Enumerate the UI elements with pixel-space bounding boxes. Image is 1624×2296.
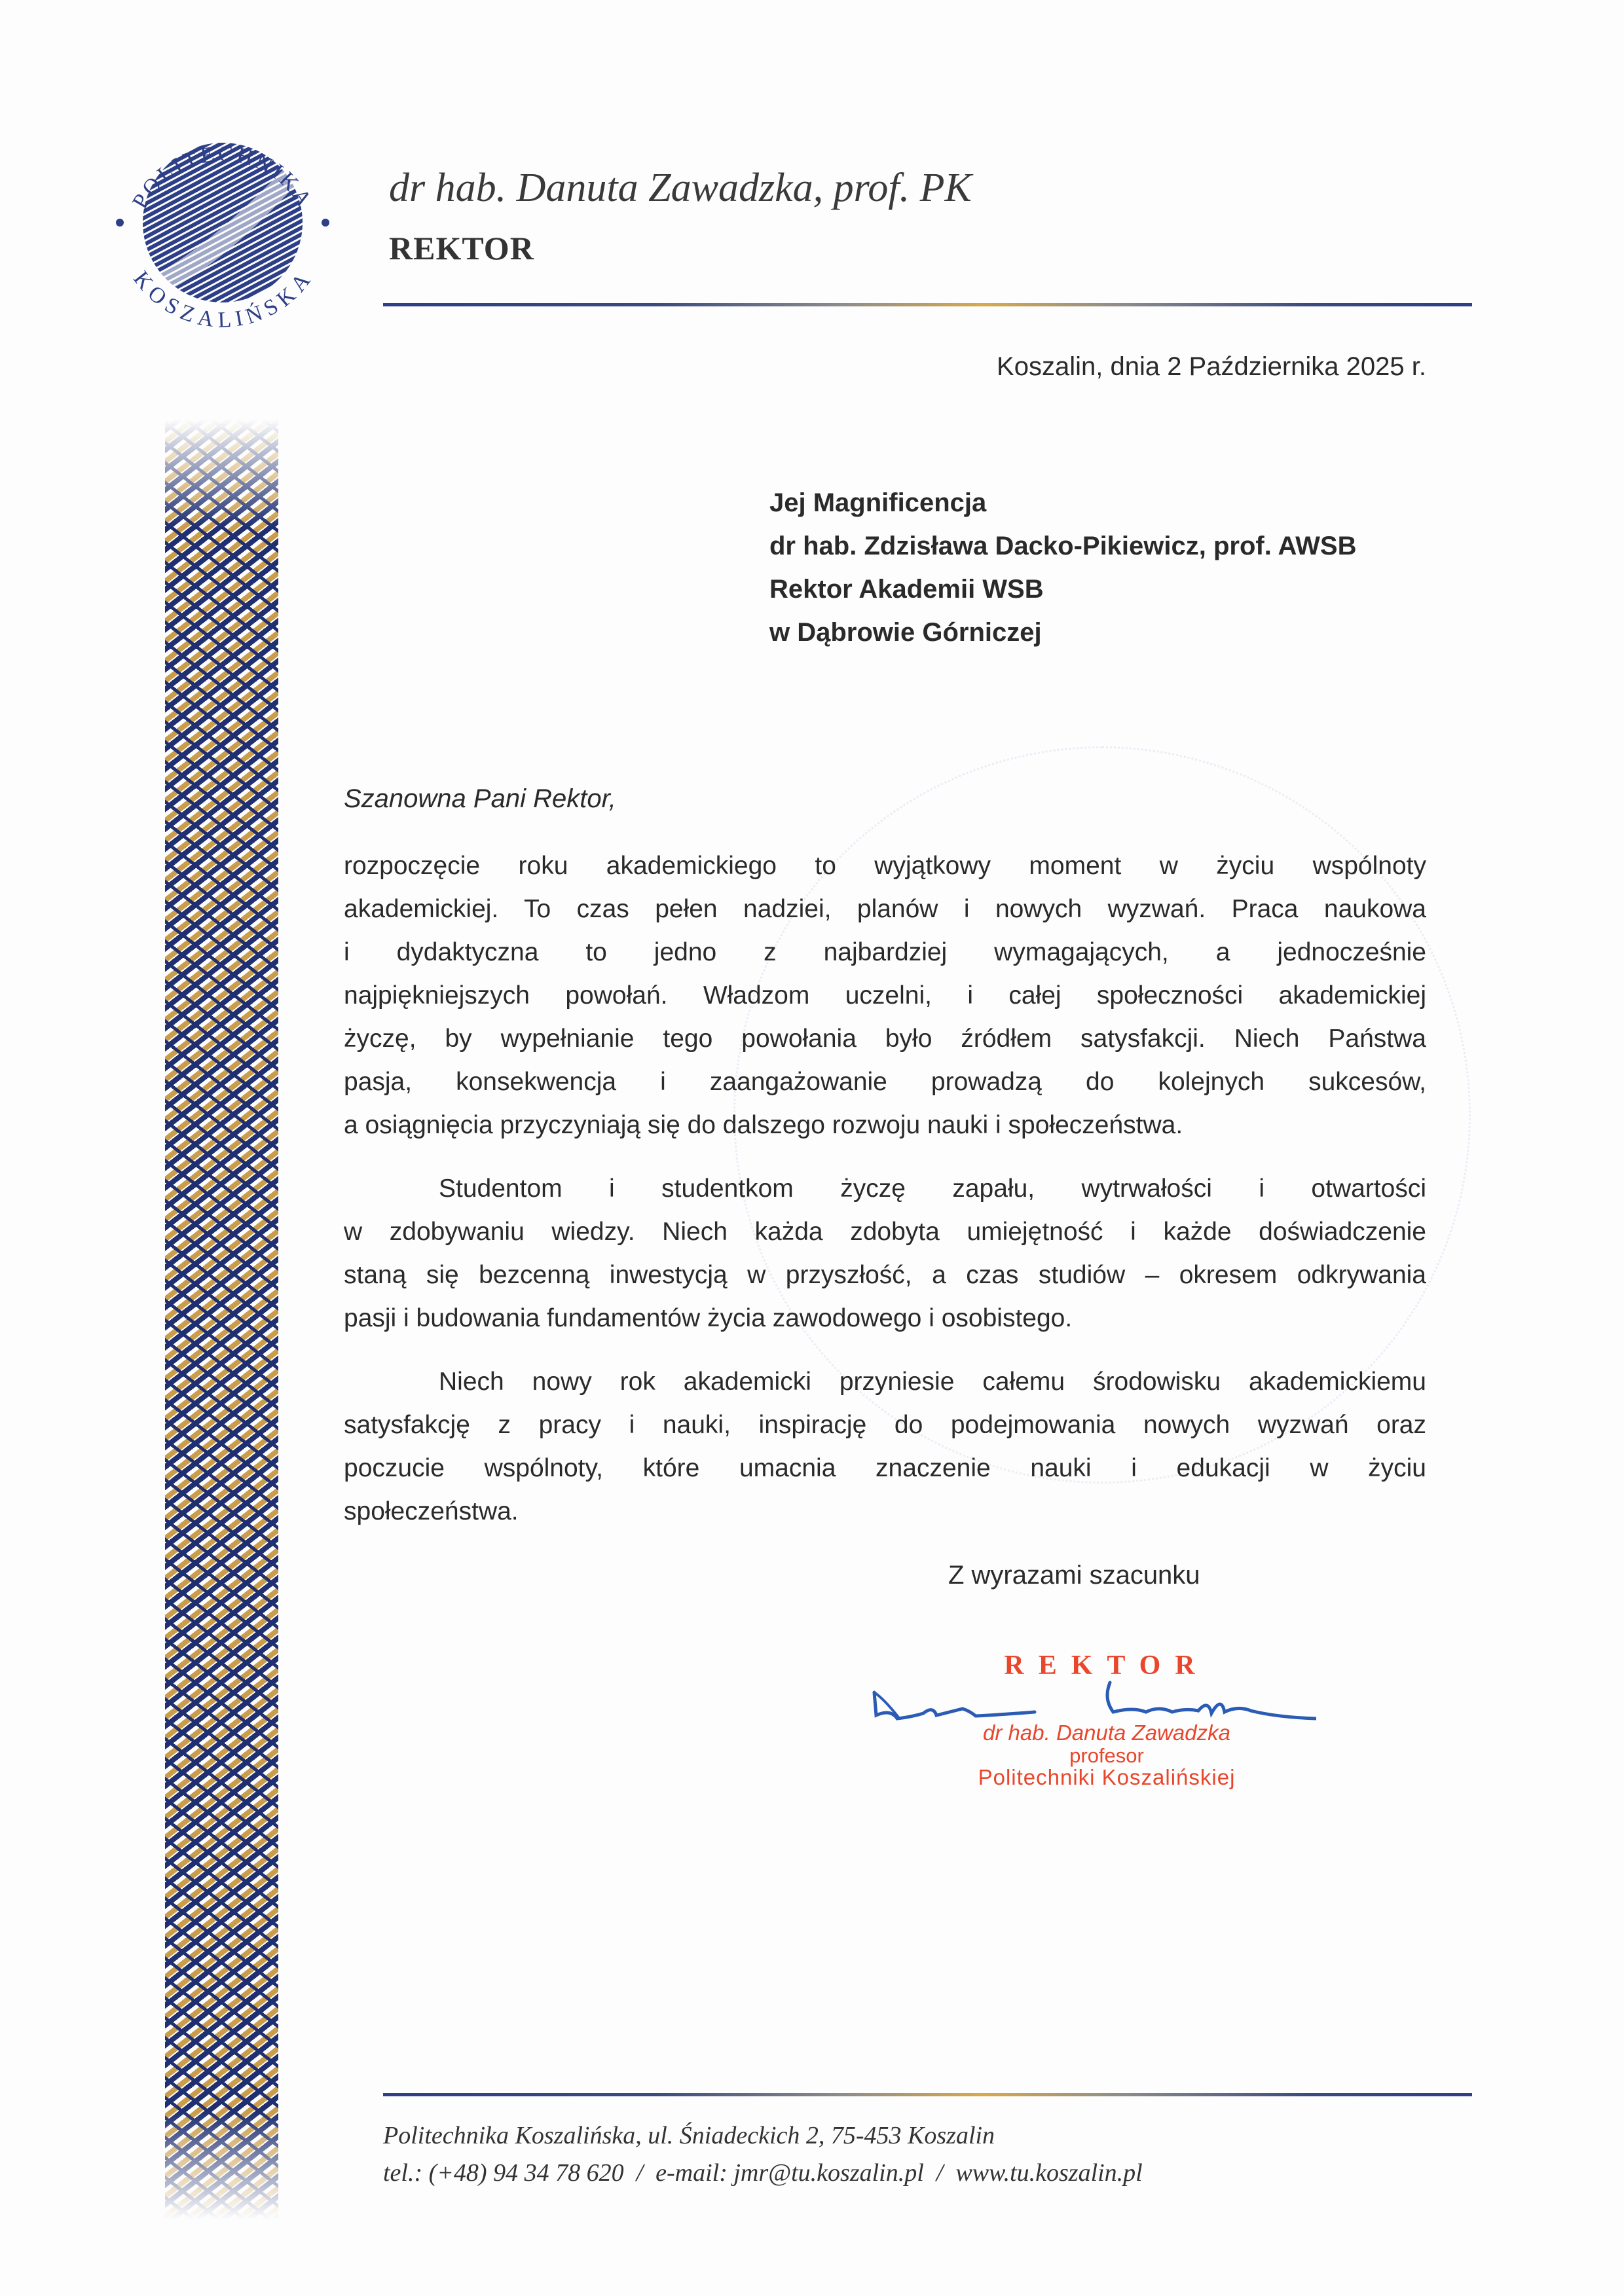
body-line: akademickiej. To czas pełen nadziei, planów i nowych wyzwań. Praca naukowa xyxy=(344,895,1426,923)
body-line: pasja, konsekwencja i zaangażowanie prowadzą do kolejnych sukcesów, xyxy=(344,1068,1426,1096)
recipient-line: Jej Magnificencja xyxy=(769,488,987,517)
recipient-line: Rektor Akademii WSB xyxy=(769,575,1044,604)
sender-name: dr hab. Danuta Zawadzka, prof. PK xyxy=(389,166,972,210)
university-logo xyxy=(108,108,337,337)
body-line: pasji i budowania fundamentów życia zawodowego i osobistego. xyxy=(344,1304,1073,1332)
stamp-institution: Politechniki Koszalińskiej xyxy=(978,1765,1236,1789)
stamp-title-line: profesor xyxy=(1069,1744,1144,1767)
salutation: Szanowna Pani Rektor, xyxy=(344,784,616,813)
body-paragraph xyxy=(344,845,1426,1147)
body-line: Studentom i studentkom życzę zapału, wytrwałości i otwartości xyxy=(439,1175,1426,1203)
recipient-block xyxy=(769,481,1356,654)
recipient-line: w Dąbrowie Górniczej xyxy=(769,618,1042,647)
body-line: społeczeństwa. xyxy=(344,1497,519,1525)
body-line: najpiękniejszych powołań. Władzom uczelni, i całej społeczności akademickiej xyxy=(344,981,1426,1010)
footer-divider xyxy=(383,2093,1472,2096)
body-line: życzę, by wypełnianie tego powołania było źródłem satysfakcji. Niech Państwa xyxy=(344,1025,1426,1053)
svg-text:KOSZALIŃSKA: KOSZALIŃSKA xyxy=(128,266,317,333)
body-paragraph xyxy=(344,1360,1426,1533)
sender-role: REKTOR xyxy=(389,230,534,266)
letter-date: Koszalin, dnia 2 Października 2025 r. xyxy=(997,352,1426,381)
handwritten-signature xyxy=(871,1679,1316,1738)
body-line: w zdobywaniu wiedzy. Niech każda zdobyta umiejętność i każde doświadczenie xyxy=(344,1218,1426,1246)
footer-contact: tel.: (+48) 94 34 78 620 / e-mail: jmr@tu.koszalin.pl / www.tu.koszalin.pl xyxy=(383,2159,1143,2187)
closing: Z wyrazami szacunku xyxy=(948,1561,1200,1590)
body-paragraph xyxy=(344,1167,1426,1340)
body-line: poczucie wspólnoty, które umacnia znaczenie nauki i edukacji w życiu xyxy=(344,1454,1426,1482)
body-line: Niech nowy rok akademicki przyniesie całemu środowisku akademickiemu xyxy=(439,1368,1426,1396)
body-line: staną się bezcenną inwestycją w przyszłość, a czas studiów – okresem odkrywania xyxy=(344,1261,1426,1289)
recipient-line: dr hab. Zdzisława Dacko-Pikiewicz, prof. AWSB xyxy=(769,532,1357,560)
footer-address: Politechnika Koszalińska, ul. Śniadeckich 2, 75-453 Koszalin xyxy=(383,2122,995,2149)
svg-text:POLITECHNIKA: POLITECHNIKA xyxy=(128,141,318,213)
body-line: rozpoczęcie roku akademickiego to wyjątkowy moment w życiu wspólnoty xyxy=(344,852,1426,880)
stamp-name: dr hab. Danuta Zawadzka xyxy=(983,1721,1230,1745)
body-line: satysfakcję z pracy i nauki, inspirację do podejmowania nowych wyzwań oraz xyxy=(344,1411,1426,1439)
body-line: a osiągnięcia przyczyniają się do dalszego rozwoju nauki i społeczeństwa. xyxy=(344,1111,1183,1139)
body-line: i dydaktyczna to jedno z najbardziej wymagających, a jednocześnie xyxy=(344,938,1426,966)
decorative-side-strip xyxy=(165,419,278,2219)
header-divider xyxy=(383,303,1472,306)
stamp-title: REKTOR xyxy=(1004,1650,1209,1681)
